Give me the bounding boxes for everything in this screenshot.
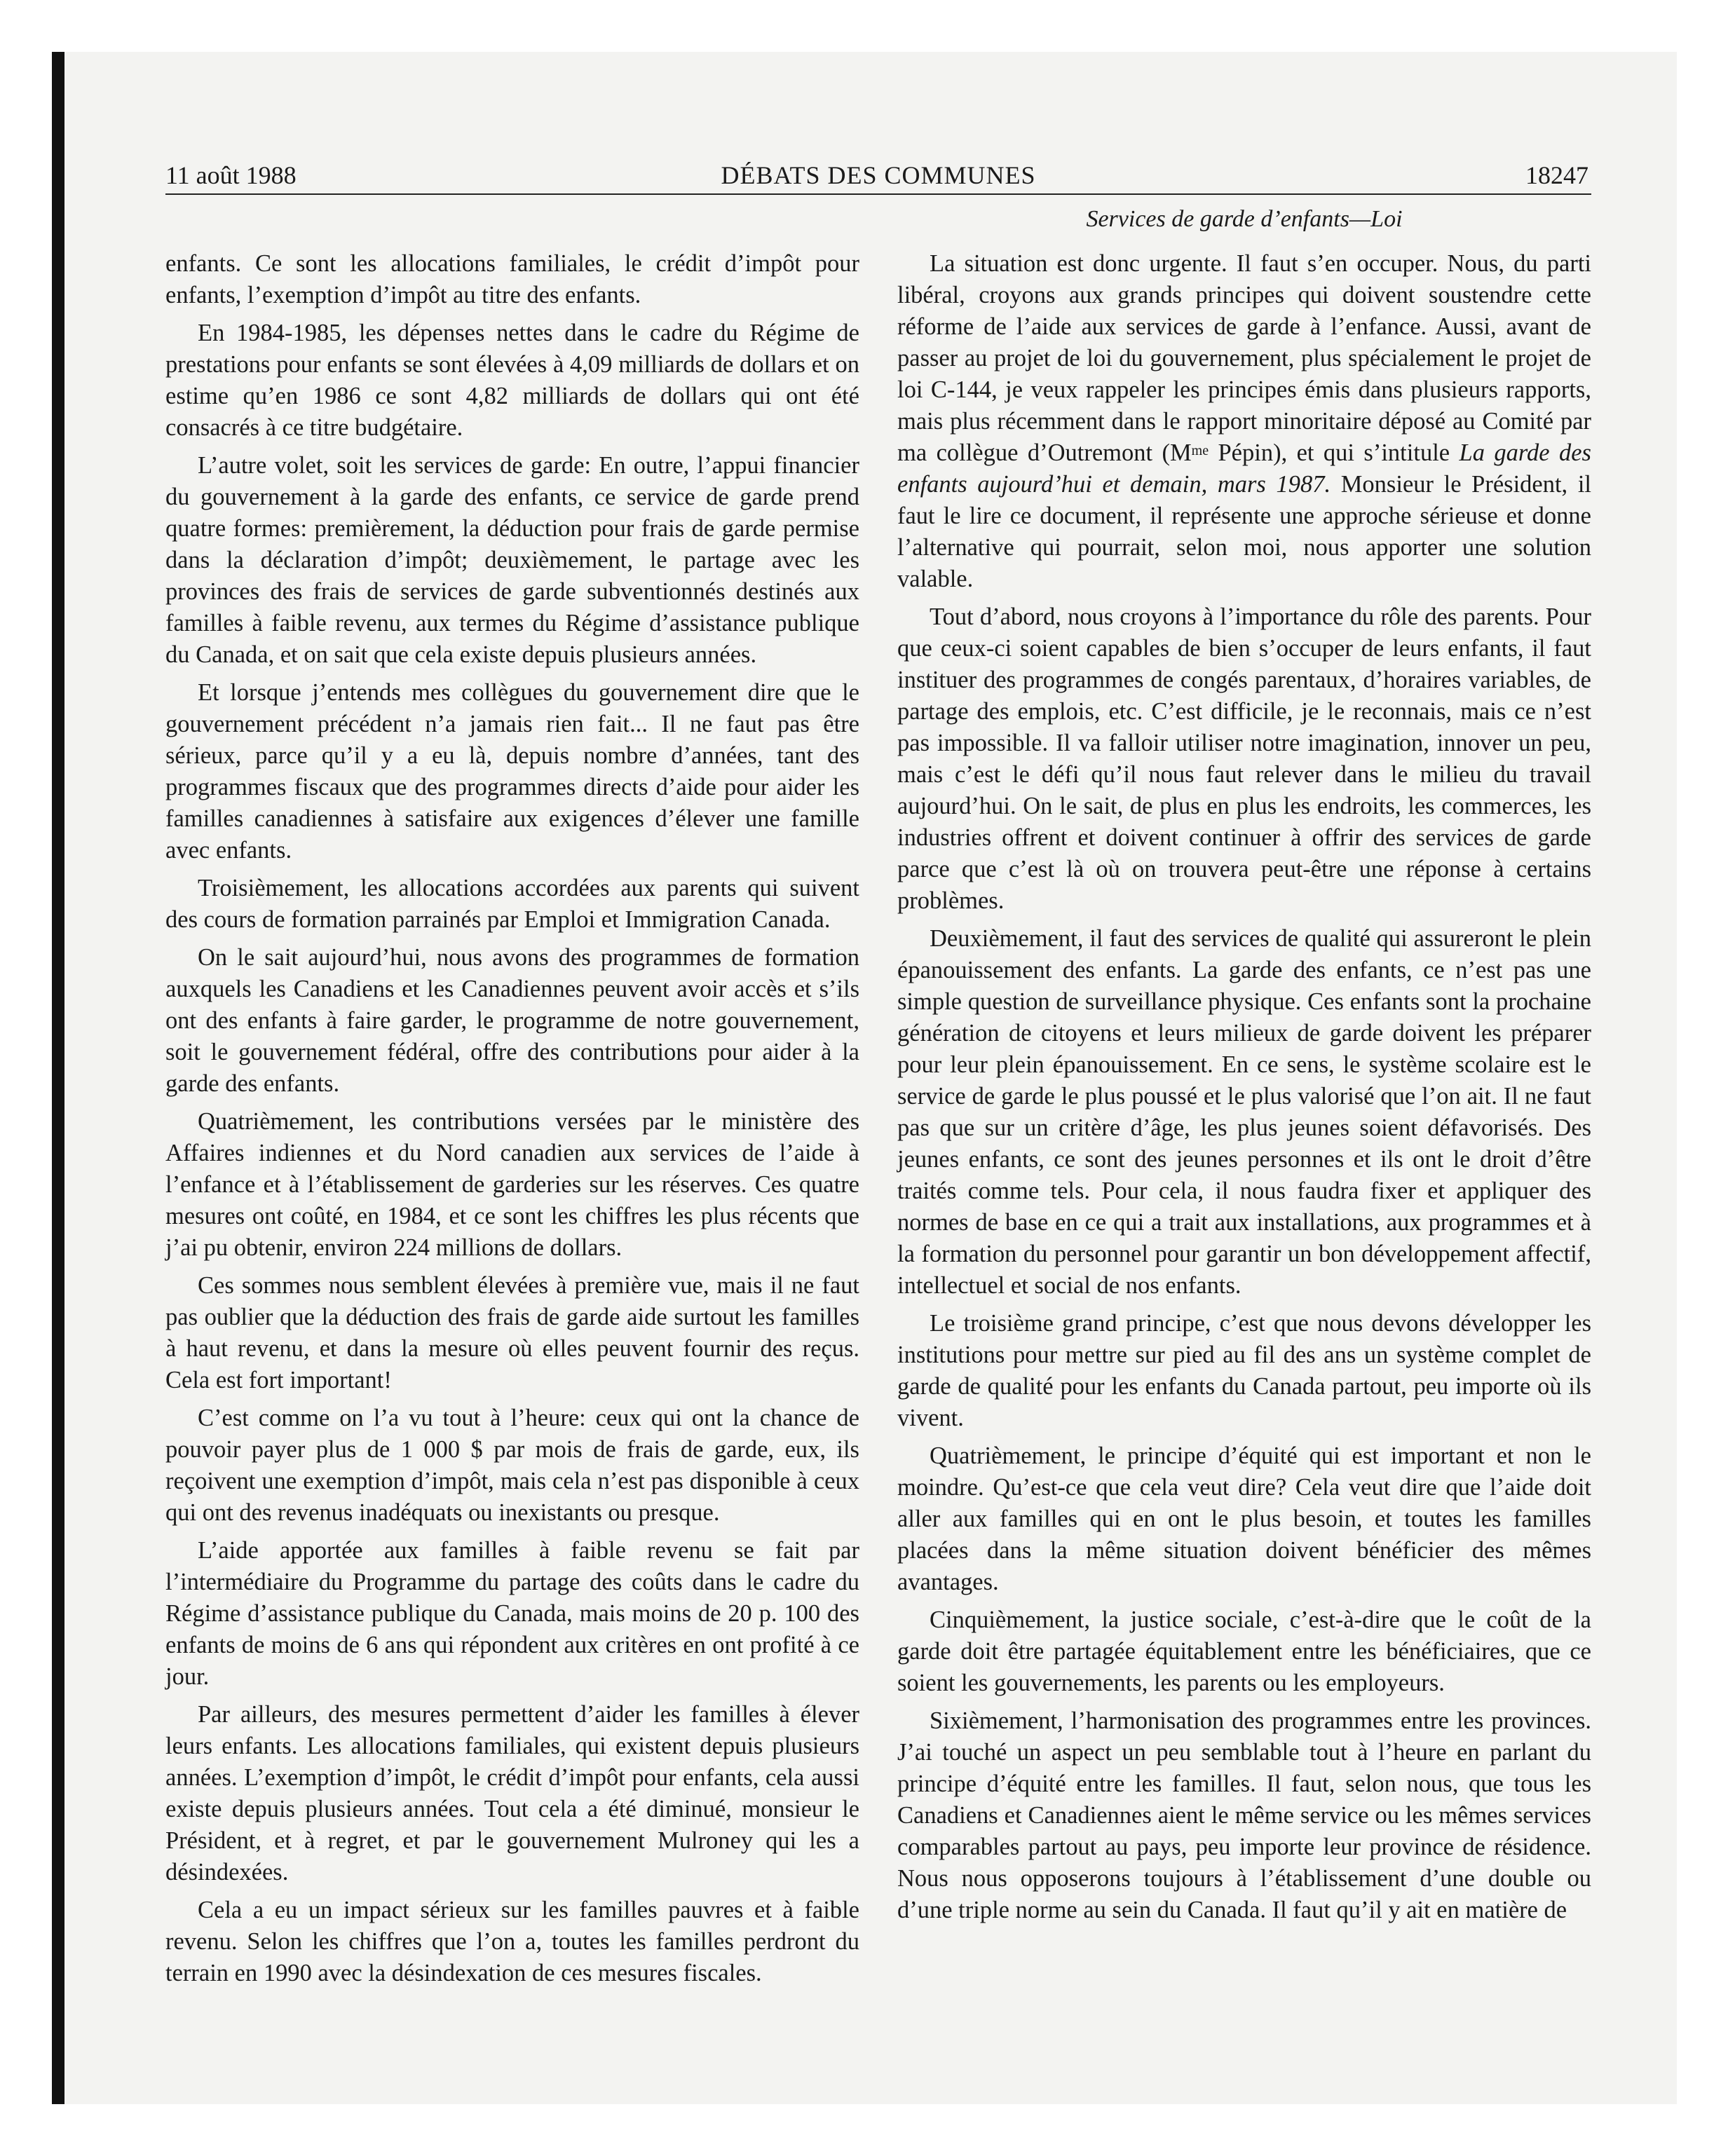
scan-margin (0, 0, 55, 2156)
paragraph: Et lorsque j’entends mes collègues du gouvernement dire que le gouvernement précédent n’a jamais rien fait... Il ne faut pas être sérieux, parce qu’il y a eu là, depuis nombre d’années, tant des programmes fiscaux que des programmes directs d’aide pour aider les familles canadiennes à satisfaire aux exigences d’élever une famille avec enfants. (165, 679, 859, 864)
paragraph: Par ailleurs, des mesures permettent d’aider les familles à élever leurs enfants. Les allocations familiales, qui existent depuis plusieurs années. L’exemption d’impôt, le crédit d’impôt pour enfants, cela aussi existe depuis plusieurs années. Tout cela a été diminué, monsieur le Président, et à regret, et par le gouvernement Mulroney qui les a désindexées. (165, 1701, 859, 1885)
paragraph: Deuxièmement, il faut des services de qualité qui assureront le plein épanouissement des enfants. La garde des enfants, ce n’est pas une simple question de surveillance physique. Ces enfants sont la prochaine génération de citoyens et leurs milieux de garde doivent les préparer pour leur plein épanouissement. En ce sens, le système scolaire est le service de garde le plus poussé et le plus valorisé que l’on ait. Il ne faut pas que sur un critère d’âge, les plus jeunes soient défavorisés. Des jeunes enfants, ce sont des jeunes personnes et ils ont le droit d’être traités comme tels. Pour cela, il nous faudra fixer et appliquer des normes de base en ce qui a trait aux installations, aux programmes et à la formation du personnel pour garantir un bon développement affectif, intellectuel et social de nos enfants. (897, 925, 1591, 1299)
report-title-italic: La garde des enfants aujourd’hui et demain, mars 1987. (897, 439, 1591, 498)
superscript: me (1191, 443, 1209, 458)
paragraph: Cinquièmement, la justice sociale, c’est-à-dire que le coût de la garde doit être partagée équitablement entre les bénéficiaires, que ce soient les gouvernements, les parents ou les employeurs. (897, 1606, 1591, 1696)
paragraph: Quatrièmement, les contributions versées par le ministère des Affaires indiennes et du Nord canadien aux services de l’aide à l’enfance et à l’établissement de garderies sur les réserves. Ces quatre mesures ont coûté, en 1984, et ce sont les chiffres les plus récents que j’ai pu obtenir, environ 224 millions de dollars. (165, 1108, 859, 1261)
paragraph: Quatrièmement, le principe d’équité qui est important et non le moindre. Qu’est-ce que cela veut dire? Cela veut dire que l’aide doit aller aux familles qui en ont le plus besoin, et toutes les familles placées dans la même situation doivent bénéficier des mêmes avantages. (897, 1442, 1591, 1595)
paragraph: L’aide apportée aux familles à faible revenu se fait par l’intermédiaire du Programme du partage des coûts dans le cadre du Régime d’assistance publique du Canada, mais moins de 20 p. 100 des enfants de moins de 6 ans qui répondent aux critères en ont profité à ce jour. (165, 1537, 859, 1690)
paragraph: Cela a eu un impact sérieux sur les familles pauvres et à faible revenu. Selon les chiffres que l’on a, toutes les familles perdront du terrain en 1990 avec la désindexation de ces mesures fiscales. (165, 1897, 859, 1986)
page-header (165, 157, 1591, 195)
paragraph (897, 248, 1591, 595)
text-run: Pépin), et qui s’intitule (1209, 439, 1460, 466)
paragraph: L’autre volet, soit les services de garde: En outre, l’appui financier du gouvernement à la garde des enfants, ce service de garde prend quatre formes: premièrement, la déduction pour frais de garde permise dans la déclaration d’impôt; deuxièmement, le partage avec les provinces des frais de services de garde subventionnés destinés aux familles à faible revenu, aux termes du Régime d’assistance publique du Canada, et on sait que cela existe depuis plusieurs années. (165, 452, 859, 668)
header-title: DÉBATS DES COMMUNES (721, 161, 1036, 189)
paragraph: Sixièmement, l’harmonisation des programmes entre les provinces. J’ai touché un aspect un peu semblable tout à l’heure en parlant du principe d’équité entre les familles. Il faut, selon nous, que tous les Canadiens et Canadiennes aient le même service ou les mêmes services comparables partout au pays, peu importe leur province de résidence. Nous nous opposerons toujours à l’établissement d’une double ou d’une triple norme au sein du Canada. Il faut qu’il y ait en matière de (897, 1707, 1591, 1923)
text-run: La situation est donc urgente. Il faut s’en occuper. Nous, du parti libéral, croyons aux grands principes qui doivent soustendre cette réforme de l’aide aux services de garde à l’enfance. Aussi, avant de passer au projet de loi du gouvernement, plus spécialement le projet de loi C-144, je veux rappeler les principes émis dans plusieurs rapports, mais plus récemment dans le rapport minoritaire déposé au Comité par ma collègue d’Outremont (M (897, 250, 1591, 466)
paragraph: Troisièmement, les allocations accordées aux parents qui suivent des cours de formation parrainés par Emploi et Immigration Canada. (165, 875, 859, 933)
left-column (165, 248, 859, 1995)
header-date: 11 août 1988 (165, 161, 297, 189)
paragraph: Le troisième grand principe, c’est que nous devons développer les institutions pour mettre sur pied au fil des ans un système complet de garde de qualité pour les enfants du Canada partout, peu importe où ils vivent. (897, 1310, 1591, 1431)
header-page-number: 18247 (1525, 161, 1588, 189)
paragraph: En 1984-1985, les dépenses nettes dans le cadre du Régime de prestations pour enfants se sont élevées à 4,09 milliards de dollars et on estime qu’en 1986 ce sont 4,82 milliards de dollars qui ont été consacrés à ce titre budgétaire. (165, 320, 859, 441)
text-run: Monsieur le Président, il faut le lire ce document, il représente une approche sérieuse et donne l’alternative qui pourrait, selon moi, nous apporter une solution valable. (897, 471, 1591, 592)
paragraph: Ces sommes nous semblent élevées à première vue, mais il ne faut pas oublier que la déduction des frais de garde aide surtout les familles à haut revenu, et dans la mesure où elles peuvent fournir des reçus. Cela est fort important! (165, 1272, 859, 1393)
paragraph: enfants. Ce sont les allocations familiales, le crédit d’impôt pour enfants, l’exemption d’impôt au titre des enfants. (165, 250, 859, 308)
section-title: Services de garde d’enfants—Loi (1086, 206, 1403, 232)
paragraph: C’est comme on l’a vu tout à l’heure: ceux qui ont la chance de pouvoir payer plus de 1 000 $ par mois de frais de garde, eux, ils reçoivent une exemption d’impôt, mais cela n’est pas disponible à ceux qui ont des revenus inadéquats ou inexistants ou presque. (165, 1405, 859, 1526)
paragraph: Tout d’abord, nous croyons à l’importance du rôle des parents. Pour que ceux-ci soient capables de bien s’occuper de leurs enfants, il faut instituer des programmes de congés parentaux, d’horaires variables, de partage des emplois, etc. C’est difficile, je le reconnais, mais ce n’est pas impossible. Il va falloir utiliser notre imagination, innover un peu, mais c’est le défi qu’il nous faut relever dans le milieu du travail aujourd’hui. On le sait, de plus en plus les endroits, les commerces, les industries offrent et doivent continuer à offrir des services de garde parce que c’est là où on trouvera peut-être une réponse à certains problèmes. (897, 603, 1591, 914)
scan-binding-shadow (52, 52, 64, 2104)
right-column (897, 248, 1591, 1932)
paragraph: On le sait aujourd’hui, nous avons des programmes de formation auxquels les Canadiens et les Canadiennes peuvent avoir accès et s’ils ont des enfants à faire garder, le programme de notre gouvernement, soit le gouvernement fédéral, offre des contributions pour aider à la garde des enfants. (165, 944, 859, 1097)
